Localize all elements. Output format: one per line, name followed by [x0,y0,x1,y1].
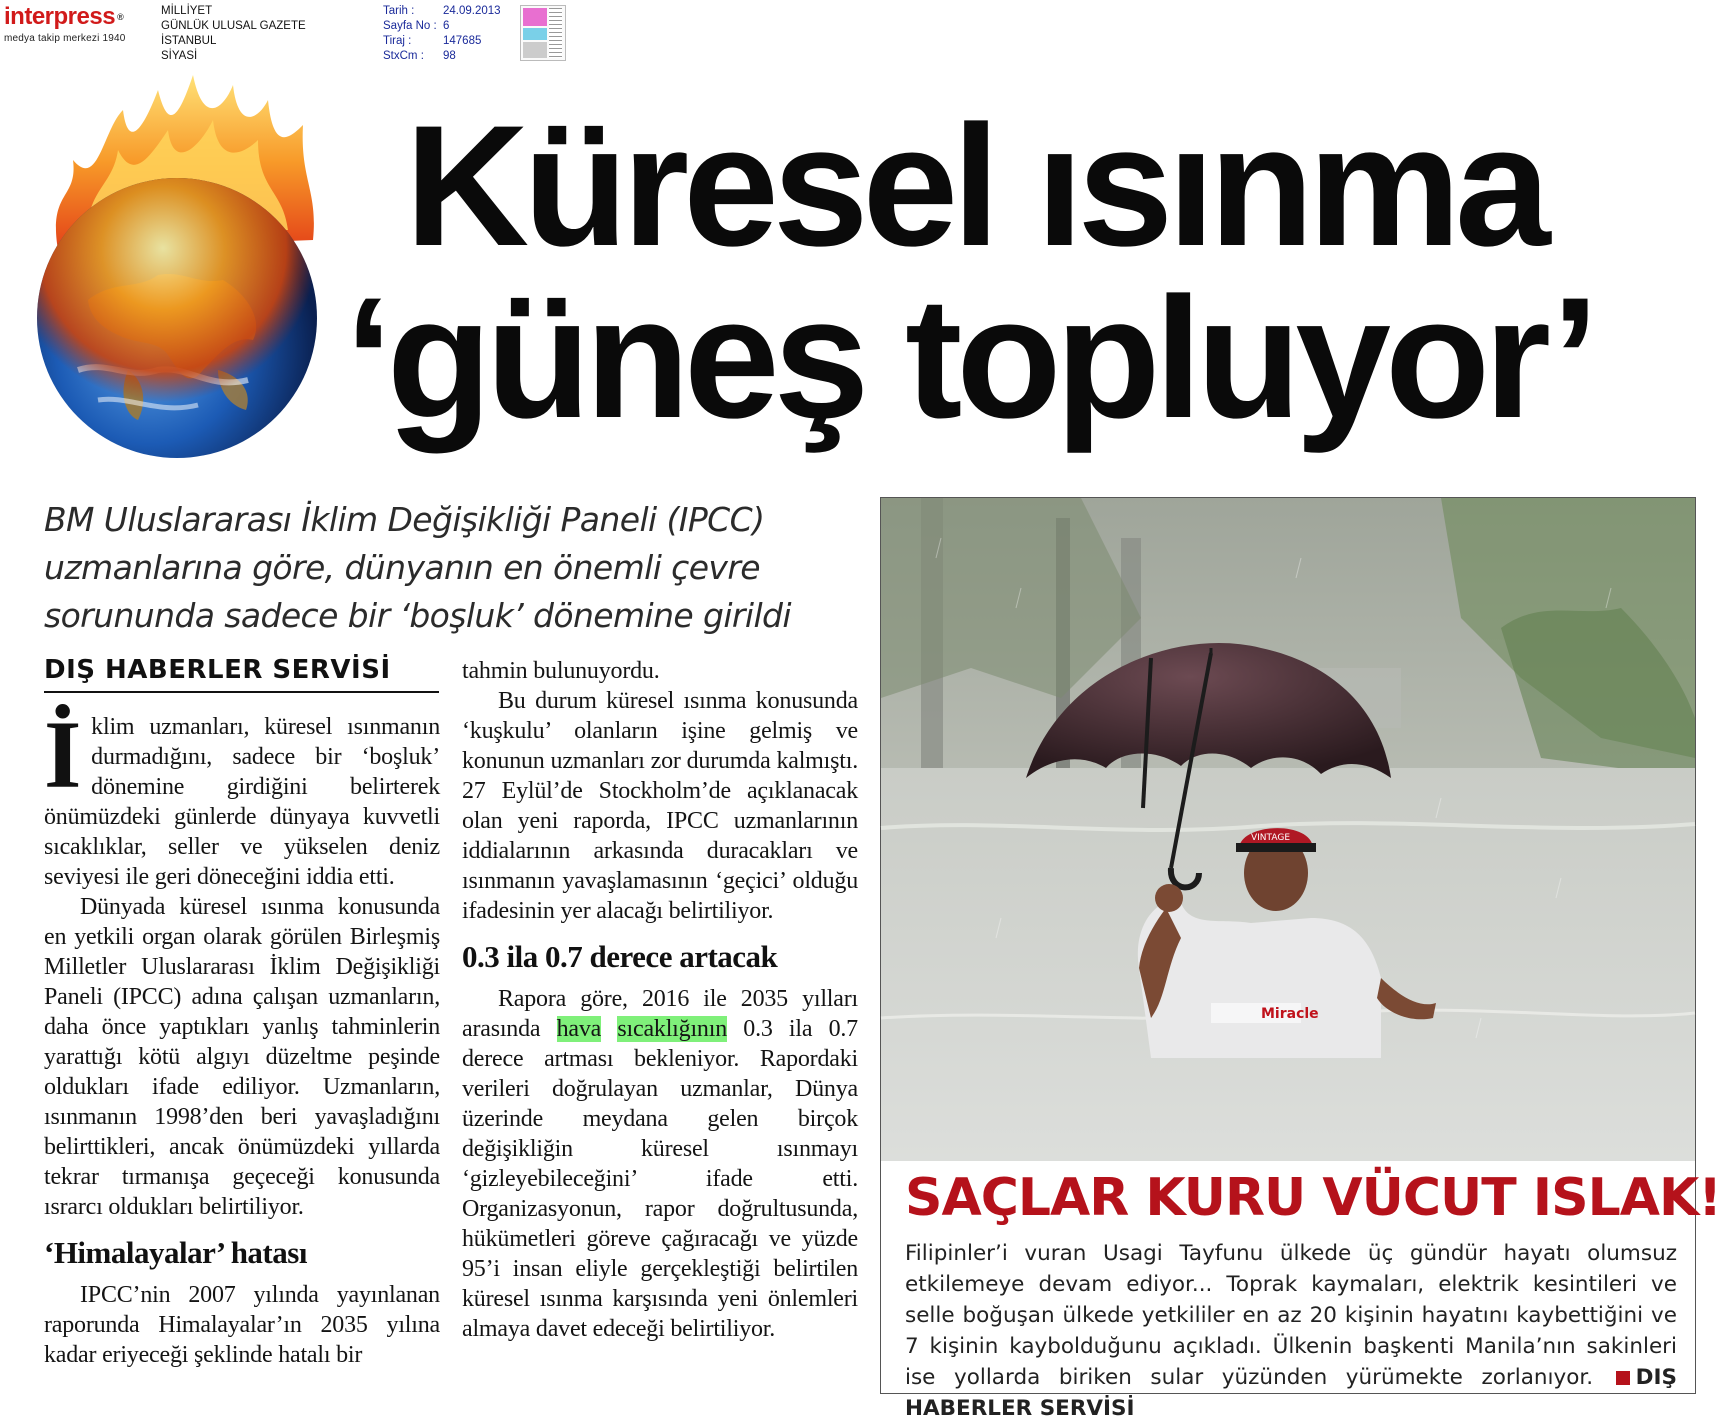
article-byline: DIŞ HABERLER SERVİSİ [44,655,439,693]
meta-row-page [383,19,501,34]
paragraph-5-end: 0.3 ila 0.7 derece artması bekleniyor. Rapordaki verileri doğrulayan uzmanlar, Dünya üzerinde meydana gelen birçok değişikliğin küresel ısınmayı ‘gizleyebileceğini’ ifade etti. Organizasyonun, rapor doğrultusunda, hükümetleri göreve çağıracağı ve yüzde 95’i insan eliyle gerçekleştiği belirtilen küresel ısınma karşısında yeni önlemleri almaya davet edeceği belirtiliyor. [462,1016,858,1342]
publication-city: İSTANBUL [161,35,217,47]
article-column-1 [44,701,440,1370]
meta-row-circulation [383,34,501,49]
logo-registered-mark: ® [117,12,124,22]
publication-name: MİLLİYET [161,5,213,17]
subheading-himalayalar: ‘Himalayalar’ hatası [44,1235,307,1270]
paragraph-5-start: Rapora göre, 2016 ile 2035 yılları arasında [462,986,858,1042]
photo-caption-text [905,1238,1677,1424]
clipping-header [0,0,1697,70]
burning-globe-image [18,70,336,472]
photo-caption-body: Filipinler’i vuran Usagi Tayfunu ülkede üç gündür hayatı olumsuz etkilemeye devam ediyor... Toprak kaymaları, elektrik kesintileri ve selle boğuşan ülkede yetkililer en az 20 kişinin hayatını kaybettiğini ve 7 kişinin kaybolduğunu açıkladı. Ülkenin başkenti Manila’nın sakinleri ise yollarda biriken sular yüzünden yürümekte zorlanıyor. [905,1241,1677,1390]
paragraph-3-continued: tahmin bulunuyordu. [462,658,660,684]
logo-tagline: medya takip merkezi 1940 [4,33,126,44]
meta-row-stxcm [383,49,501,64]
headline-line-2: ‘güneş topluyor’ [345,262,1594,454]
page-thumbnail[interactable] [520,5,566,61]
meta-value: 24.09.2013 [443,5,501,17]
publication-info [161,4,306,64]
headline-line-1: Küresel ısınma [405,90,1545,282]
paragraph-4: Bu durum küresel ısınma konusunda ‘kuşkulu’ olanların işine gelmiş ve konunun uzmanları zor durumda kalmıştı. 27 Eylül’de Stockholm’de açıklanacak olan yeni raporda, IPCC uzmanlarının iddialarının arkasında duracakları ve ısınmanın yavaşlamasının ‘geçici’ olduğu ifadesinin yer alacağı belirtiliyor. [462,688,858,924]
article-column-2 [462,656,858,1344]
flood-umbrella-photo [881,498,1695,1161]
paragraph-3: IPCC’nin 2007 yılında yayınlanan raporunda Himalayalar’ın 2035 yılına kadar eriyeceği şeklinde hatalı bir [44,1282,440,1368]
paragraph-5 [462,984,858,1344]
publication-type: GÜNLÜK ULUSAL GAZETE [161,20,306,32]
meta-label: Tiraj : [383,35,412,47]
article-deck: BM Uluslararası İklim Değişikliği Paneli (IPCC) uzmanlarına göre, dünyanın en önemli çevre sorununda sadece bir ‘boşluk’ dönemine girildi [44,500,791,635]
meta-label: Sayfa No : [383,20,437,32]
drop-cap: İ [44,701,82,808]
paragraph-2: Dünyada küresel ısınma konusunda en yetkili organ olarak görülen Birleşmiş Milletler Uluslararası İklim Değişikliği Paneli (IPCC) adına çalışan uzmanların, daha önce yaptıkları yanlış tahminlerin yarattığı kötü algıyı düzeltme peşinde oldukları ifade ediliyor. Uzmanların, ısınmanın 1998’den beri yavaşladığını belirttikleri, ancak önümüzdeki yıllarda tekrar tırmanışa geçeceği konusunda ısrarcı oldukları belirtiliyor. [44,894,440,1220]
paragraph-1-text: klim uzmanları, küresel ısınmanın durmadığını, sadece bir ‘boşluk’ dönemine girdiğini belirterek önümüzdeki günlerde dünyaya kuvvetli sıcaklıklar, seller ve yükselen deniz seviyesi ile geri döneceğini iddia etti. [44,714,440,890]
paragraph-1 [44,701,440,892]
shirt-logo-text: Miracle [1261,1006,1319,1022]
meta-value: 6 [443,20,450,32]
meta-value: 147685 [443,35,482,47]
svg-text:VINTAGE: VINTAGE [1251,833,1291,843]
photo-caption-credit: DIŞ HABERLER SERVİSİ [905,1365,1677,1421]
highlighted-word-hava: hava [556,1016,602,1042]
meta-value: 98 [443,50,456,62]
photo-box [880,497,1721,1421]
meta-row-date [383,4,501,19]
subheading-temperature-rise: 0.3 ila 0.7 derece artacak [462,939,778,974]
publication-section: SİYASİ [161,50,198,62]
interpress-logo [4,4,154,44]
photo-caption-title: SAÇLAR KURU VÜCUT ISLAK! [905,1168,1721,1228]
caption-bullet-square [1616,1371,1630,1385]
meta-label: Tarih : [383,5,415,17]
clipping-meta [383,4,501,64]
highlighted-word-sicakligin: sıcaklığının [617,1016,727,1042]
logo-text: interpress [4,3,116,30]
meta-label: StxCm : [383,50,424,62]
